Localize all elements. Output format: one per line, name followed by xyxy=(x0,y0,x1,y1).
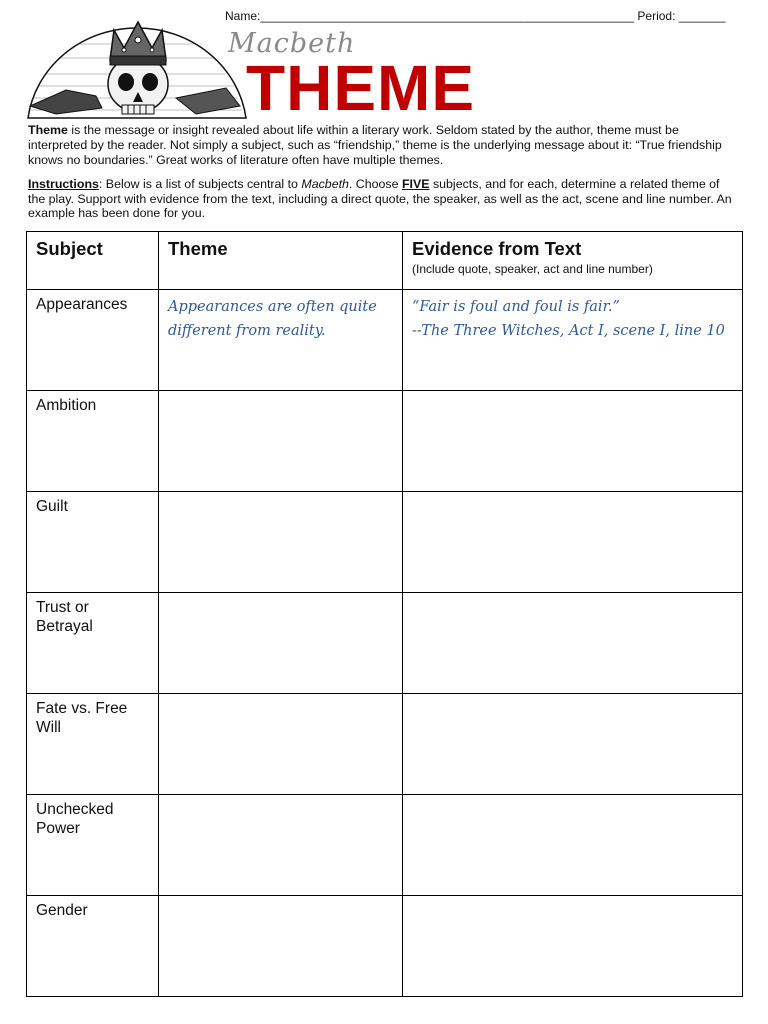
page-title: THEME xyxy=(246,52,475,124)
theme-example-text: Appearances are often quite different from reality. xyxy=(168,299,377,339)
theme-term: Theme xyxy=(28,123,68,137)
instructions-text-1: : Below is a list of subjects central to xyxy=(98,177,302,191)
theme-header: Theme xyxy=(159,232,403,290)
theme-cell[interactable] xyxy=(159,593,403,694)
instructions-text-3: subjects, and for each, determine a related theme of the play. Support with evidence from the text, including a direct quote, the speaker, as well as the act, scene and line number. An example has been done for you. xyxy=(28,177,732,220)
evidence-header xyxy=(403,232,743,290)
evidence-quote: “Fair is foul and foul is fair.” xyxy=(412,299,620,315)
theme-table xyxy=(26,231,743,997)
subject-cell: Trust or Betrayal xyxy=(27,593,159,694)
evidence-citation: --The Three Witches, Act I, scene I, line 10 xyxy=(412,323,725,339)
table-row xyxy=(27,492,743,593)
name-period-line[interactable]: Name:________________________________________________________ Period: _______ xyxy=(225,9,726,23)
table-row xyxy=(27,290,743,391)
macbeth-script-title: Macbeth xyxy=(228,28,356,59)
theme-definition-text: is the message or insight revealed about life within a literary work. Seldom stated by the author, theme must be interpreted by the reader. Not simply a subject, such as “friendship,” theme is the underlying message about it: “True friendship knows no boundaries.” Great works of literature often have multiple themes. xyxy=(28,123,722,167)
skull-crown-illustration xyxy=(26,14,248,120)
evidence-header-note: (Include quote, speaker, act and line number) xyxy=(412,262,653,276)
theme-cell[interactable] xyxy=(159,492,403,593)
table-row xyxy=(27,694,743,795)
theme-cell[interactable] xyxy=(159,290,403,391)
evidence-cell[interactable] xyxy=(403,492,743,593)
subject-cell: Ambition xyxy=(27,391,159,492)
evidence-cell[interactable] xyxy=(403,593,743,694)
instructions-label: Instructions xyxy=(28,177,99,191)
subject-cell: Guilt xyxy=(27,492,159,593)
theme-cell[interactable] xyxy=(159,795,403,896)
theme-cell[interactable] xyxy=(159,694,403,795)
evidence-cell[interactable] xyxy=(403,896,743,997)
table-row xyxy=(27,593,743,694)
subject-cell: Gender xyxy=(27,896,159,997)
theme-cell[interactable] xyxy=(159,391,403,492)
evidence-header-label: Evidence from Text xyxy=(412,238,582,259)
instructions-play-title: Macbeth xyxy=(301,177,349,191)
table-row xyxy=(27,896,743,997)
subject-cell: Appearances xyxy=(27,290,159,391)
instructions-emphasis: FIVE xyxy=(401,177,430,191)
table-row xyxy=(27,391,743,492)
evidence-cell[interactable] xyxy=(403,694,743,795)
theme-definition xyxy=(28,123,740,168)
evidence-cell[interactable] xyxy=(403,795,743,896)
subject-header: Subject xyxy=(27,232,159,290)
evidence-cell[interactable] xyxy=(403,391,743,492)
evidence-cell[interactable] xyxy=(403,290,743,391)
table-row xyxy=(27,795,743,896)
subject-cell: Fate vs. Free Will xyxy=(27,694,159,795)
theme-cell[interactable] xyxy=(159,896,403,997)
subject-cell: Unchecked Power xyxy=(27,795,159,896)
instructions-text-2: . Choose xyxy=(348,177,402,191)
table-header-row xyxy=(27,232,743,290)
instructions xyxy=(28,177,740,221)
